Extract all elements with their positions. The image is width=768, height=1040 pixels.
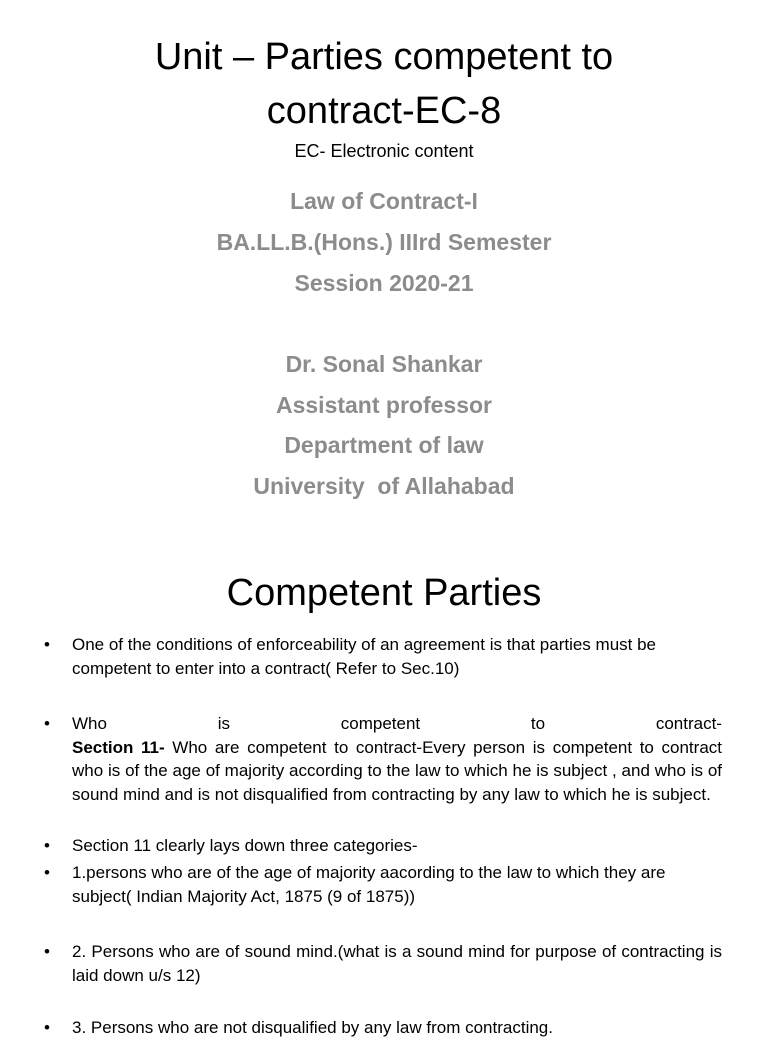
bullet-item-2 — [44, 712, 722, 806]
bullet-item-3 — [44, 834, 722, 858]
bullet-text: Who are competent to contract-Every person is competent to contract who is of the age of majority according to the law to which he is subject , and who is of sound mind and is not disqualified from contracting by any law to which he is subject. — [72, 737, 722, 804]
bullet-dot: • — [44, 1018, 50, 1037]
section-title: Competent Parties — [226, 572, 542, 614]
department-name: Department of law — [284, 432, 484, 458]
bullet-text: 3. Persons who are not disqualified by any law from contracting. — [72, 1018, 553, 1037]
bullet-text: 2. Persons who are of sound mind.(what is a sound mind for purpose of contracting is laid down u/s 12) — [72, 942, 722, 985]
slide-subtitle: EC- Electronic content — [294, 141, 474, 161]
bullet-word: is — [217, 714, 230, 733]
author-designation: Assistant professor — [275, 392, 492, 418]
bullet-dot: • — [44, 942, 50, 961]
bullet-item-5 — [44, 940, 722, 987]
bullet-item-4 — [44, 861, 722, 908]
session-text: Session 2020-21 — [294, 270, 474, 296]
bullet-text: One of the conditions of enforceability of an agreement is that parties must be competent to enter into a contract( Refer to Sec.10) — [72, 635, 657, 678]
bullet-word: Who — [72, 714, 107, 733]
bullet-spread-line — [72, 712, 722, 736]
bullet-word: to — [530, 714, 546, 733]
bullet-word: contract- — [655, 714, 722, 733]
bullet-text: 1.persons who are of the age of majority aacording to the law to which they are subject( Indian Majority Act, 1875 (9 of 1875)) — [72, 863, 666, 906]
slide-title — [0, 30, 768, 138]
bullet-dot: • — [44, 714, 50, 733]
course-name: Law of Contract-I — [290, 188, 478, 214]
section-label: Section 11- — [72, 737, 165, 757]
university-name: University of Allahabad — [253, 473, 515, 499]
bullet-paragraph — [72, 736, 722, 807]
slide-title-line-2: contract-EC-8 — [266, 90, 502, 132]
bullet-dot: • — [44, 635, 50, 654]
bullet-item-1 — [44, 633, 722, 680]
bullet-word: competent — [340, 714, 421, 733]
bullet-dot: • — [44, 863, 50, 882]
bullet-dot: • — [44, 836, 50, 855]
slide-title-line-1: Unit – Parties competent to — [154, 36, 614, 78]
program-name: BA.LL.B.(Hons.) IIIrd Semester — [216, 229, 552, 255]
bullet-item-6 — [44, 1016, 722, 1040]
bullet-text: Section 11 clearly lays down three categories- — [72, 836, 418, 855]
author-name: Dr. Sonal Shankar — [285, 351, 483, 377]
